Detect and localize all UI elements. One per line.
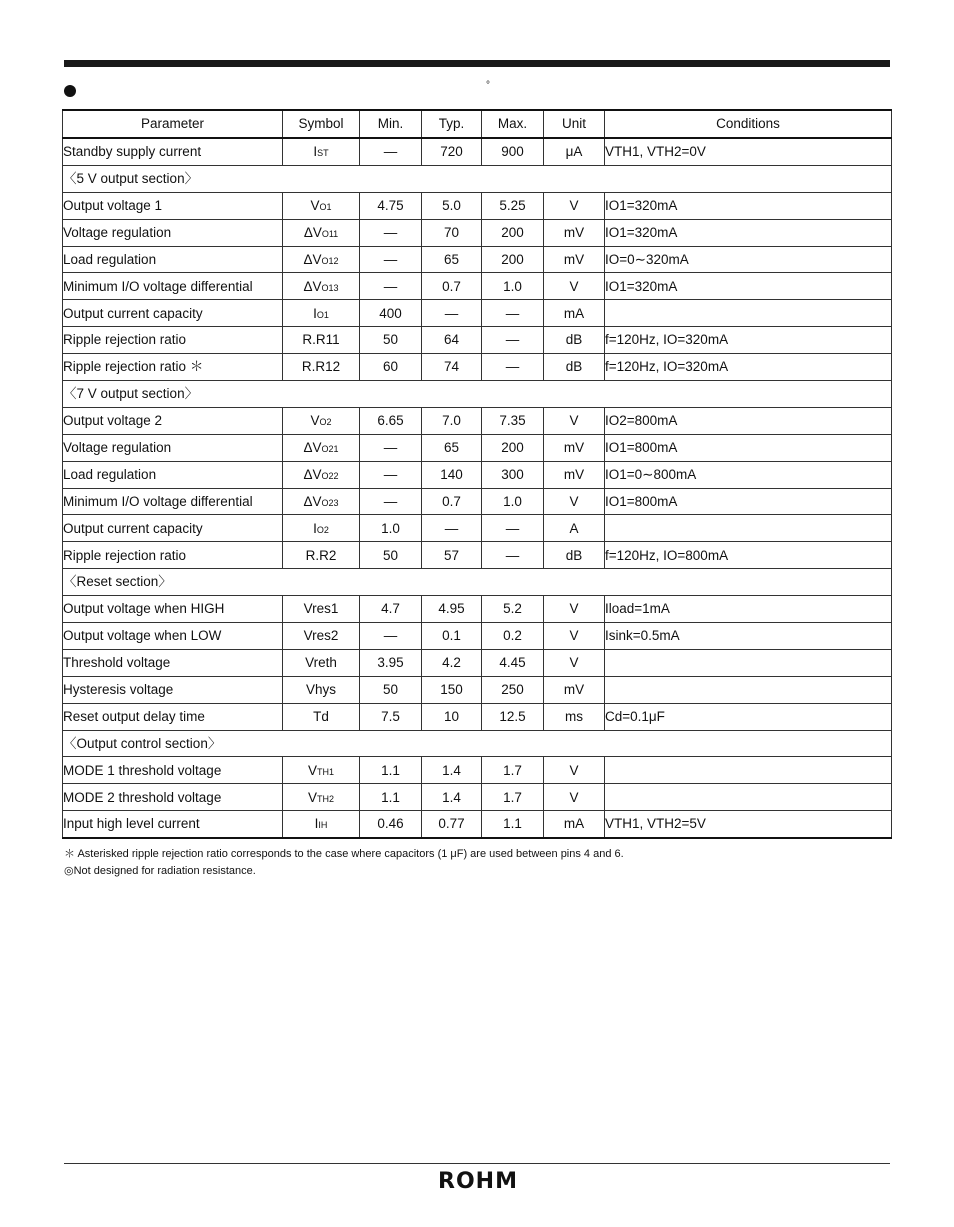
footnote-asterisk: ＊ Asterisked ripple rejection ratio corresponds to the case where capacitors (1 μF) are used between pins 4 and 6.: [64, 848, 624, 860]
bottom-rule: [64, 1163, 890, 1164]
min-cell: —: [360, 273, 422, 300]
unit-cell: A: [544, 515, 605, 542]
unit-cell: mV: [544, 246, 605, 273]
unit-cell: V: [544, 757, 605, 784]
max-cell: 200: [482, 434, 544, 461]
max-cell: —: [482, 300, 544, 327]
max-cell: 1.7: [482, 757, 544, 784]
table-row: [63, 596, 892, 623]
typ-cell: 1.4: [422, 784, 482, 811]
conditions-cell: [605, 784, 892, 811]
table-row: [63, 354, 892, 381]
max-cell: —: [482, 515, 544, 542]
typ-cell: 65: [422, 434, 482, 461]
symbol-main: I: [313, 520, 317, 536]
symbol-subscript: O2: [319, 417, 332, 428]
symbol-cell: [283, 784, 360, 811]
min-cell: 4.7: [360, 596, 422, 623]
top-rule: [64, 60, 890, 67]
symbol-main: ΔV: [303, 439, 322, 455]
symbol-main: ΔV: [303, 466, 322, 482]
symbol-cell: [283, 434, 360, 461]
parameter-cell: Ripple rejection ratio ＊: [63, 354, 283, 381]
min-cell: —: [360, 623, 422, 650]
min-cell: 50: [360, 676, 422, 703]
symbol-subscript: O21: [321, 443, 339, 454]
conditions-cell: [605, 649, 892, 676]
table-row: [63, 542, 892, 569]
conditions-cell: [605, 515, 892, 542]
symbol-subscript: O23: [321, 497, 339, 508]
min-cell: 1.1: [360, 757, 422, 784]
conditions-cell: Cd=0.1μF: [605, 703, 892, 730]
min-cell: 0.46: [360, 811, 422, 838]
unit-cell: mV: [544, 461, 605, 488]
conditions-cell: [605, 757, 892, 784]
header-symbol: Symbol: [283, 110, 360, 138]
unit-cell: mA: [544, 811, 605, 838]
parameter-cell: Ripple rejection ratio: [63, 542, 283, 569]
unit-cell: mV: [544, 219, 605, 246]
conditions-cell: IO1=0∼800mA: [605, 461, 892, 488]
min-cell: —: [360, 138, 422, 165]
max-cell: 12.5: [482, 703, 544, 730]
parameter-cell: Output current capacity: [63, 515, 283, 542]
symbol-cell: [283, 811, 360, 838]
symbol-main: R.R2: [305, 547, 337, 563]
electrical-characteristics-table: [62, 109, 892, 839]
min-cell: 1.1: [360, 784, 422, 811]
header-min: Min.: [360, 110, 422, 138]
conditions-cell: Iload=1mA: [605, 596, 892, 623]
typ-cell: 4.2: [422, 649, 482, 676]
max-cell: —: [482, 542, 544, 569]
max-cell: 1.0: [482, 273, 544, 300]
parameter-cell: Load regulation: [63, 461, 283, 488]
symbol-cell: [283, 300, 360, 327]
symbol-main: V: [307, 789, 317, 805]
unit-cell: V: [544, 623, 605, 650]
conditions-cell: [605, 676, 892, 703]
typ-cell: 70: [422, 219, 482, 246]
parameter-cell: Voltage regulation: [63, 219, 283, 246]
section-label: 〈5 V output section〉: [63, 165, 892, 192]
typ-cell: —: [422, 515, 482, 542]
max-cell: 200: [482, 246, 544, 273]
typ-cell: 1.4: [422, 757, 482, 784]
symbol-subscript: O11: [321, 228, 339, 239]
conditions-cell: VTH1, VTH2=5V: [605, 811, 892, 838]
symbol-cell: [283, 623, 360, 650]
rohm-logo: ROHM: [438, 1169, 518, 1194]
parameter-cell: Load regulation: [63, 246, 283, 273]
parameter-cell: Output current capacity: [63, 300, 283, 327]
unit-cell: V: [544, 596, 605, 623]
parameter-cell: Output voltage 1: [63, 192, 283, 219]
symbol-cell: [283, 354, 360, 381]
typ-cell: 57: [422, 542, 482, 569]
conditions-cell: IO1=320mA: [605, 192, 892, 219]
conditions-cell: f=120Hz, IO=800mA: [605, 542, 892, 569]
symbol-subscript: O2: [316, 524, 329, 535]
symbol-main: ΔV: [303, 493, 322, 509]
parameter-cell: Minimum I/O voltage differential: [63, 273, 283, 300]
symbol-cell: [283, 407, 360, 434]
min-cell: —: [360, 434, 422, 461]
parameter-cell: Minimum I/O voltage differential: [63, 488, 283, 515]
table-row: [63, 407, 892, 434]
table-row: [63, 273, 892, 300]
symbol-main: R.R12: [301, 359, 341, 375]
conditions-cell: [605, 300, 892, 327]
table-row: [63, 327, 892, 354]
symbol-subscript: TH2: [317, 793, 335, 804]
typ-cell: 7.0: [422, 407, 482, 434]
conditions-cell: IO2=800mA: [605, 407, 892, 434]
conditions-cell: IO=0∼320mA: [605, 246, 892, 273]
table-section-row: [63, 165, 892, 192]
symbol-cell: [283, 703, 360, 730]
header-unit: Unit: [544, 110, 605, 138]
symbol-cell: [283, 273, 360, 300]
unit-cell: V: [544, 273, 605, 300]
header-max: Max.: [482, 110, 544, 138]
unit-cell: V: [544, 649, 605, 676]
table-row: [63, 515, 892, 542]
section-label: 〈7 V output section〉: [63, 381, 892, 408]
table-row: [63, 676, 892, 703]
degree-mark: °: [486, 80, 490, 91]
min-cell: 50: [360, 542, 422, 569]
table-row: [63, 246, 892, 273]
parameter-cell: MODE 1 threshold voltage: [63, 757, 283, 784]
typ-cell: 4.95: [422, 596, 482, 623]
max-cell: 900: [482, 138, 544, 165]
symbol-main: I: [313, 305, 317, 321]
conditions-cell: f=120Hz, IO=320mA: [605, 327, 892, 354]
max-cell: 5.25: [482, 192, 544, 219]
unit-cell: dB: [544, 354, 605, 381]
table-row: [63, 434, 892, 461]
symbol-cell: [283, 219, 360, 246]
parameter-cell: MODE 2 threshold voltage: [63, 784, 283, 811]
symbol-cell: [283, 757, 360, 784]
max-cell: 4.45: [482, 649, 544, 676]
symbol-cell: [283, 138, 360, 165]
typ-cell: 65: [422, 246, 482, 273]
conditions-cell: IO1=800mA: [605, 434, 892, 461]
max-cell: 200: [482, 219, 544, 246]
typ-cell: 0.7: [422, 273, 482, 300]
table-row: [63, 192, 892, 219]
parameter-cell: Ripple rejection ratio: [63, 327, 283, 354]
parameter-cell: Standby supply current: [63, 138, 283, 165]
min-cell: —: [360, 219, 422, 246]
symbol-main: V: [307, 762, 317, 778]
symbol-cell: [283, 246, 360, 273]
min-cell: 3.95: [360, 649, 422, 676]
typ-cell: 74: [422, 354, 482, 381]
symbol-subscript: O12: [321, 255, 339, 266]
symbol-main: Vres2: [303, 628, 339, 644]
table-body: [63, 138, 892, 838]
symbol-main: Td: [313, 708, 329, 724]
max-cell: 1.1: [482, 811, 544, 838]
symbol-main: V: [310, 413, 320, 429]
header-typ: Typ.: [422, 110, 482, 138]
symbol-cell: [283, 515, 360, 542]
conditions-cell: f=120Hz, IO=320mA: [605, 354, 892, 381]
unit-cell: V: [544, 192, 605, 219]
table-row: [63, 138, 892, 165]
min-cell: —: [360, 461, 422, 488]
conditions-cell: VTH1, VTH2=0V: [605, 138, 892, 165]
table-row: [63, 300, 892, 327]
table-row: [63, 703, 892, 730]
symbol-subscript: IH: [318, 820, 328, 831]
min-cell: 7.5: [360, 703, 422, 730]
unit-cell: mV: [544, 434, 605, 461]
unit-cell: V: [544, 784, 605, 811]
parameter-cell: Output voltage when HIGH: [63, 596, 283, 623]
table-row: [63, 784, 892, 811]
typ-cell: 0.77: [422, 811, 482, 838]
parameter-cell: Input high level current: [63, 811, 283, 838]
min-cell: —: [360, 488, 422, 515]
symbol-cell: [283, 596, 360, 623]
symbol-cell: [283, 649, 360, 676]
section-label: 〈Reset section〉: [63, 569, 892, 596]
typ-cell: 64: [422, 327, 482, 354]
symbol-cell: [283, 327, 360, 354]
unit-cell: mV: [544, 676, 605, 703]
section-bullet-icon: [64, 85, 76, 97]
table-header-row: [63, 110, 892, 138]
header-conditions: Conditions: [605, 110, 892, 138]
min-cell: 1.0: [360, 515, 422, 542]
unit-cell: mA: [544, 300, 605, 327]
header-parameter: Parameter: [63, 110, 283, 138]
symbol-subscript: O13: [321, 282, 339, 293]
unit-cell: dB: [544, 542, 605, 569]
max-cell: 1.7: [482, 784, 544, 811]
unit-cell: V: [544, 407, 605, 434]
max-cell: 0.2: [482, 623, 544, 650]
min-cell: 400: [360, 300, 422, 327]
conditions-cell: IO1=320mA: [605, 219, 892, 246]
parameter-cell: Output voltage when LOW: [63, 623, 283, 650]
conditions-cell: Isink=0.5mA: [605, 623, 892, 650]
typ-cell: 150: [422, 676, 482, 703]
section-label: 〈Output control section〉: [63, 730, 892, 757]
symbol-subscript: TH1: [317, 766, 335, 777]
typ-cell: 0.7: [422, 488, 482, 515]
min-cell: 6.65: [360, 407, 422, 434]
symbol-main: ΔV: [303, 224, 322, 240]
min-cell: 50: [360, 327, 422, 354]
symbol-main: I: [314, 816, 319, 832]
symbol-cell: [283, 192, 360, 219]
symbol-subscript: ST: [317, 148, 329, 159]
symbol-subscript: O22: [321, 470, 339, 481]
conditions-cell: IO1=320mA: [605, 273, 892, 300]
max-cell: 7.35: [482, 407, 544, 434]
unit-cell: μA: [544, 138, 605, 165]
symbol-main: Vreth: [305, 655, 337, 671]
parameter-cell: Output voltage 2: [63, 407, 283, 434]
conditions-cell: IO1=800mA: [605, 488, 892, 515]
max-cell: 300: [482, 461, 544, 488]
symbol-main: I: [313, 144, 318, 160]
symbol-main: ΔV: [303, 251, 322, 267]
table-section-row: [63, 569, 892, 596]
table-section-row: [63, 381, 892, 408]
symbol-subscript: O1: [319, 201, 332, 212]
unit-cell: V: [544, 488, 605, 515]
typ-cell: 720: [422, 138, 482, 165]
table-row: [63, 219, 892, 246]
table-row: [63, 488, 892, 515]
parameter-cell: Voltage regulation: [63, 434, 283, 461]
symbol-main: V: [310, 197, 320, 213]
typ-cell: —: [422, 300, 482, 327]
min-cell: —: [360, 246, 422, 273]
max-cell: —: [482, 354, 544, 381]
table-row: [63, 623, 892, 650]
symbol-cell: [283, 488, 360, 515]
max-cell: 250: [482, 676, 544, 703]
typ-cell: 5.0: [422, 192, 482, 219]
max-cell: 1.0: [482, 488, 544, 515]
unit-cell: dB: [544, 327, 605, 354]
min-cell: 60: [360, 354, 422, 381]
table-row: [63, 461, 892, 488]
symbol-cell: [283, 542, 360, 569]
symbol-main: Vhys: [305, 682, 336, 697]
footnote-radiation: ◎Not designed for radiation resistance.: [64, 865, 256, 877]
parameter-cell: Threshold voltage: [63, 649, 283, 676]
table-section-row: [63, 730, 892, 757]
symbol-cell: [283, 461, 360, 488]
symbol-subscript: O1: [316, 309, 329, 320]
unit-cell: ms: [544, 703, 605, 730]
table-row: [63, 649, 892, 676]
parameter-cell: Reset output delay time: [63, 703, 283, 730]
typ-cell: 10: [422, 703, 482, 730]
symbol-main: Vres1: [303, 601, 339, 617]
typ-cell: 0.1: [422, 623, 482, 650]
max-cell: 5.2: [482, 596, 544, 623]
symbol-cell: [283, 676, 360, 703]
symbol-main: ΔV: [303, 278, 322, 294]
symbol-main: R.R11: [302, 332, 340, 348]
typ-cell: 140: [422, 461, 482, 488]
max-cell: —: [482, 327, 544, 354]
table-row: [63, 757, 892, 784]
min-cell: 4.75: [360, 192, 422, 219]
parameter-cell: Hysteresis voltage: [63, 676, 283, 703]
table-row: [63, 811, 892, 838]
